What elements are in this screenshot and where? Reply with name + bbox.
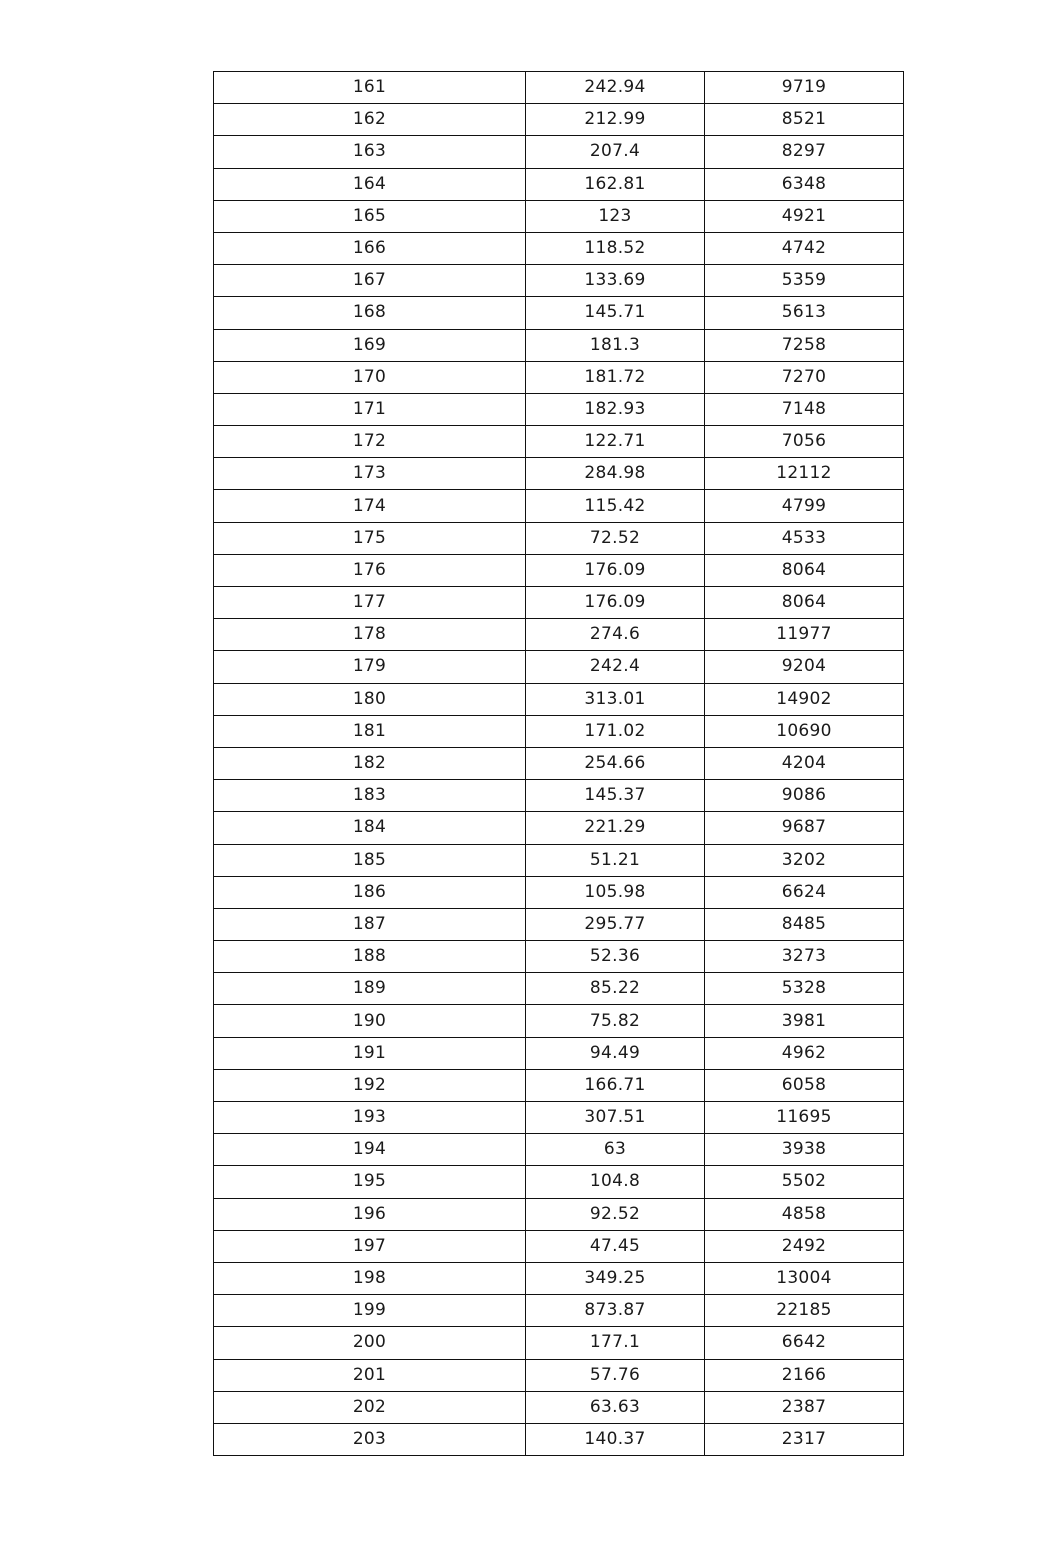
- table-row: [214, 490, 904, 522]
- area-cell: 176.09: [526, 587, 705, 619]
- area-cell: 176.09: [526, 554, 705, 586]
- table-row: [214, 104, 904, 136]
- area-cell: 207.4: [526, 136, 705, 168]
- amount-cell: 11695: [705, 1102, 904, 1134]
- table-row: [214, 136, 904, 168]
- row-number-cell: 187: [214, 908, 526, 940]
- row-number-cell: 202: [214, 1391, 526, 1423]
- area-cell: 105.98: [526, 876, 705, 908]
- row-number-cell: 169: [214, 329, 526, 361]
- area-cell: 52.36: [526, 941, 705, 973]
- amount-cell: 5502: [705, 1166, 904, 1198]
- amount-cell: 4533: [705, 522, 904, 554]
- table-row: [214, 200, 904, 232]
- amount-cell: 22185: [705, 1295, 904, 1327]
- table-row: [214, 908, 904, 940]
- table-row: [214, 651, 904, 683]
- table-row: [214, 1230, 904, 1262]
- table-row: [214, 329, 904, 361]
- row-number-cell: 183: [214, 780, 526, 812]
- area-cell: 242.94: [526, 72, 705, 104]
- area-cell: 92.52: [526, 1198, 705, 1230]
- row-number-cell: 164: [214, 168, 526, 200]
- area-cell: 212.99: [526, 104, 705, 136]
- row-number-cell: 179: [214, 651, 526, 683]
- area-cell: 94.49: [526, 1037, 705, 1069]
- row-number-cell: 188: [214, 941, 526, 973]
- area-cell: 181.72: [526, 361, 705, 393]
- row-number-cell: 171: [214, 393, 526, 425]
- area-cell: 274.6: [526, 619, 705, 651]
- area-cell: 145.37: [526, 780, 705, 812]
- area-cell: 221.29: [526, 812, 705, 844]
- amount-cell: 2387: [705, 1391, 904, 1423]
- row-number-cell: 201: [214, 1359, 526, 1391]
- amount-cell: 4962: [705, 1037, 904, 1069]
- area-cell: 75.82: [526, 1005, 705, 1037]
- row-number-cell: 191: [214, 1037, 526, 1069]
- table-row: [214, 683, 904, 715]
- row-number-cell: 190: [214, 1005, 526, 1037]
- area-cell: 85.22: [526, 973, 705, 1005]
- table-row: [214, 1423, 904, 1455]
- row-number-cell: 173: [214, 458, 526, 490]
- amount-cell: 2492: [705, 1230, 904, 1262]
- amount-cell: 7148: [705, 393, 904, 425]
- area-cell: 72.52: [526, 522, 705, 554]
- row-number-cell: 178: [214, 619, 526, 651]
- amount-cell: 7258: [705, 329, 904, 361]
- table-row: [214, 619, 904, 651]
- row-number-cell: 193: [214, 1102, 526, 1134]
- row-number-cell: 175: [214, 522, 526, 554]
- table-row: [214, 1262, 904, 1294]
- table-row: [214, 265, 904, 297]
- amount-cell: 8297: [705, 136, 904, 168]
- area-cell: 295.77: [526, 908, 705, 940]
- amount-cell: 11977: [705, 619, 904, 651]
- row-number-cell: 186: [214, 876, 526, 908]
- amount-cell: 10690: [705, 715, 904, 747]
- amount-cell: 9719: [705, 72, 904, 104]
- amount-cell: 7270: [705, 361, 904, 393]
- area-cell: 122.71: [526, 426, 705, 458]
- amount-cell: 2166: [705, 1359, 904, 1391]
- amount-cell: 4921: [705, 200, 904, 232]
- amount-cell: 3938: [705, 1134, 904, 1166]
- amount-cell: 4742: [705, 232, 904, 264]
- amount-cell: 6058: [705, 1069, 904, 1101]
- area-cell: 104.8: [526, 1166, 705, 1198]
- area-cell: 307.51: [526, 1102, 705, 1134]
- table-row: [214, 522, 904, 554]
- row-number-cell: 165: [214, 200, 526, 232]
- row-number-cell: 200: [214, 1327, 526, 1359]
- table-row: [214, 747, 904, 779]
- amount-cell: 6348: [705, 168, 904, 200]
- row-number-cell: 184: [214, 812, 526, 844]
- amount-cell: 8521: [705, 104, 904, 136]
- row-number-cell: 172: [214, 426, 526, 458]
- row-number-cell: 170: [214, 361, 526, 393]
- row-number-cell: 192: [214, 1069, 526, 1101]
- amount-cell: 3202: [705, 844, 904, 876]
- table-row: [214, 361, 904, 393]
- area-cell: 349.25: [526, 1262, 705, 1294]
- area-cell: 145.71: [526, 297, 705, 329]
- table-row: [214, 1198, 904, 1230]
- amount-cell: 9204: [705, 651, 904, 683]
- table-row: [214, 1295, 904, 1327]
- area-cell: 63.63: [526, 1391, 705, 1423]
- row-number-cell: 194: [214, 1134, 526, 1166]
- row-number-cell: 182: [214, 747, 526, 779]
- row-number-cell: 176: [214, 554, 526, 586]
- amount-cell: 8064: [705, 587, 904, 619]
- data-table: [213, 71, 904, 1456]
- area-cell: 123: [526, 200, 705, 232]
- table-row: [214, 1391, 904, 1423]
- amount-cell: 13004: [705, 1262, 904, 1294]
- amount-cell: 4858: [705, 1198, 904, 1230]
- table-row: [214, 1359, 904, 1391]
- row-number-cell: 181: [214, 715, 526, 747]
- table-row: [214, 1005, 904, 1037]
- area-cell: 115.42: [526, 490, 705, 522]
- amount-cell: 8064: [705, 554, 904, 586]
- row-number-cell: 180: [214, 683, 526, 715]
- row-number-cell: 163: [214, 136, 526, 168]
- amount-cell: 12112: [705, 458, 904, 490]
- table-row: [214, 876, 904, 908]
- row-number-cell: 162: [214, 104, 526, 136]
- amount-cell: 3273: [705, 941, 904, 973]
- table-row: [214, 426, 904, 458]
- table-row: [214, 1037, 904, 1069]
- table-row: [214, 297, 904, 329]
- amount-cell: 2317: [705, 1423, 904, 1455]
- table-row: [214, 393, 904, 425]
- area-cell: 140.37: [526, 1423, 705, 1455]
- area-cell: 47.45: [526, 1230, 705, 1262]
- row-number-cell: 166: [214, 232, 526, 264]
- table-row: [214, 844, 904, 876]
- table-row: [214, 1102, 904, 1134]
- area-cell: 182.93: [526, 393, 705, 425]
- area-cell: 133.69: [526, 265, 705, 297]
- table-row: [214, 973, 904, 1005]
- amount-cell: 8485: [705, 908, 904, 940]
- row-number-cell: 161: [214, 72, 526, 104]
- table-row: [214, 554, 904, 586]
- amount-cell: 9086: [705, 780, 904, 812]
- table-row: [214, 1134, 904, 1166]
- table-row: [214, 941, 904, 973]
- area-cell: 181.3: [526, 329, 705, 361]
- row-number-cell: 196: [214, 1198, 526, 1230]
- row-number-cell: 203: [214, 1423, 526, 1455]
- table-row: [214, 1069, 904, 1101]
- area-cell: 162.81: [526, 168, 705, 200]
- row-number-cell: 174: [214, 490, 526, 522]
- row-number-cell: 195: [214, 1166, 526, 1198]
- row-number-cell: 177: [214, 587, 526, 619]
- table-row: [214, 812, 904, 844]
- table-row: [214, 1327, 904, 1359]
- table-row: [214, 1166, 904, 1198]
- area-cell: 873.87: [526, 1295, 705, 1327]
- amount-cell: 5359: [705, 265, 904, 297]
- amount-cell: 5328: [705, 973, 904, 1005]
- row-number-cell: 198: [214, 1262, 526, 1294]
- area-cell: 118.52: [526, 232, 705, 264]
- table-row: [214, 458, 904, 490]
- area-cell: 313.01: [526, 683, 705, 715]
- table-row: [214, 780, 904, 812]
- table-row: [214, 587, 904, 619]
- area-cell: 254.66: [526, 747, 705, 779]
- area-cell: 177.1: [526, 1327, 705, 1359]
- row-number-cell: 167: [214, 265, 526, 297]
- amount-cell: 4799: [705, 490, 904, 522]
- row-number-cell: 189: [214, 973, 526, 1005]
- area-cell: 171.02: [526, 715, 705, 747]
- row-number-cell: 199: [214, 1295, 526, 1327]
- amount-cell: 3981: [705, 1005, 904, 1037]
- row-number-cell: 185: [214, 844, 526, 876]
- amount-cell: 7056: [705, 426, 904, 458]
- area-cell: 51.21: [526, 844, 705, 876]
- area-cell: 242.4: [526, 651, 705, 683]
- area-cell: 166.71: [526, 1069, 705, 1101]
- table-row: [214, 72, 904, 104]
- row-number-cell: 197: [214, 1230, 526, 1262]
- amount-cell: 9687: [705, 812, 904, 844]
- area-cell: 284.98: [526, 458, 705, 490]
- area-cell: 63: [526, 1134, 705, 1166]
- table-row: [214, 232, 904, 264]
- table-body: [214, 72, 904, 1456]
- area-cell: 57.76: [526, 1359, 705, 1391]
- table-row: [214, 715, 904, 747]
- amount-cell: 14902: [705, 683, 904, 715]
- table-row: [214, 168, 904, 200]
- amount-cell: 6624: [705, 876, 904, 908]
- row-number-cell: 168: [214, 297, 526, 329]
- amount-cell: 5613: [705, 297, 904, 329]
- amount-cell: 4204: [705, 747, 904, 779]
- amount-cell: 6642: [705, 1327, 904, 1359]
